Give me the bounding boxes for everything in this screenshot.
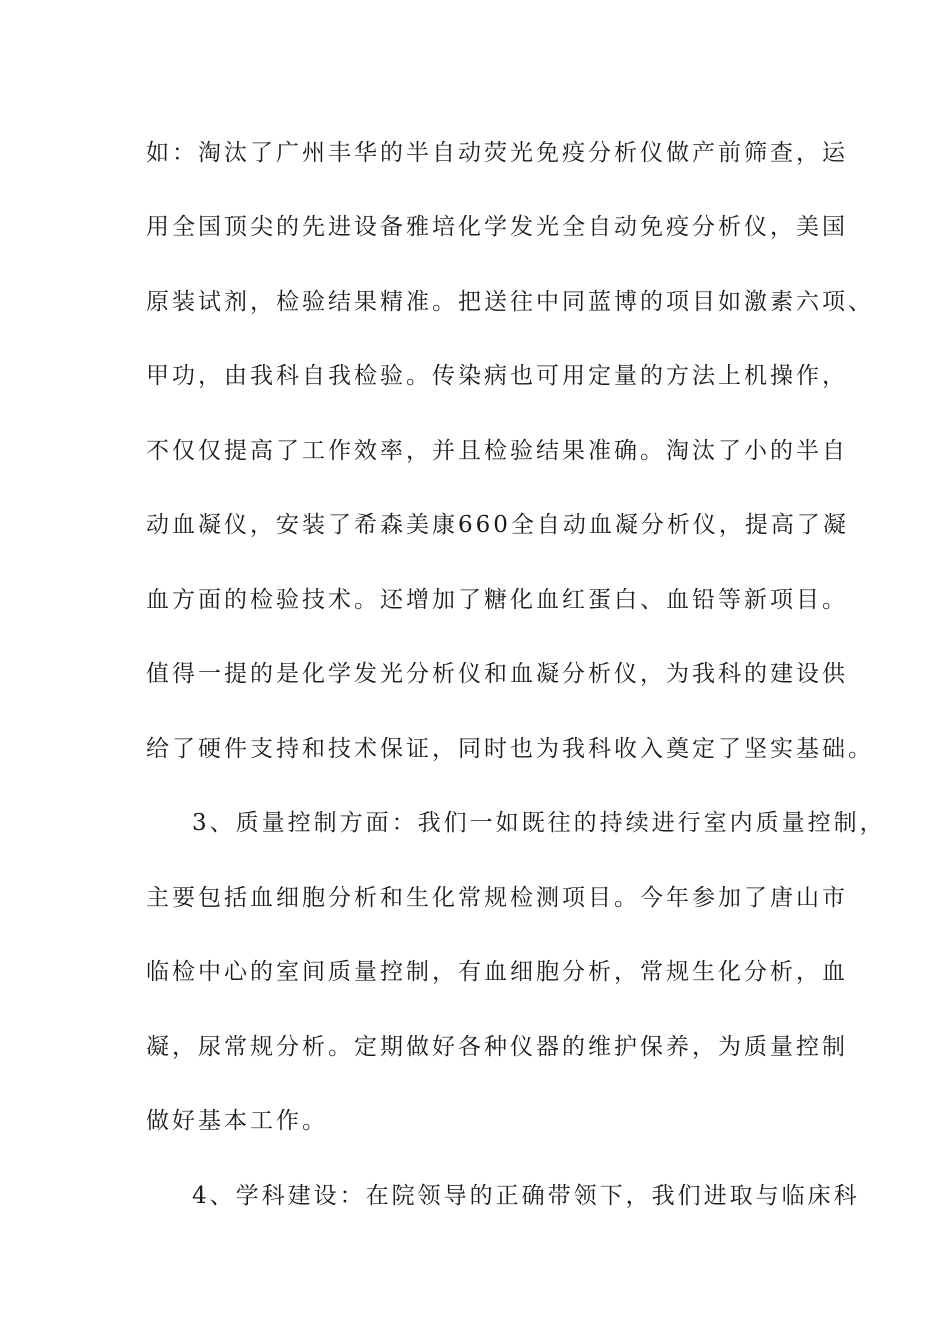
body-text-line: 动血凝仪，安装了希森美康660全自动血凝分析仪，提高了凝: [146, 512, 849, 538]
body-text-line: 血方面的检验技术。还增加了糖化血红蛋白、血铅等新项目。: [146, 587, 848, 613]
body-text-line: 临检中心的室间质量控制，有血细胞分析，常规生化分析，血: [146, 959, 848, 985]
paragraph-start-line: 4、学科建设：在院领导的正确带领下，我们进取与临床科: [192, 1183, 860, 1209]
body-text-line: 给了硬件支持和技术保证，同时也为我科收入奠定了坚实基础。: [146, 736, 874, 762]
paragraph-start-line: 3、质量控制方面：我们一如既往的持续进行室内质量控制，: [192, 810, 886, 836]
body-text-line: 做好基本工作。: [146, 1108, 328, 1134]
body-text-line: 不仅仅提高了工作效率，并且检验结果准确。淘汰了小的半自: [146, 438, 848, 464]
body-text-line: 用全国顶尖的先进设备雅培化学发光全自动免疫分析仪，美国: [146, 214, 848, 240]
body-text-line: 原装试剂，检验结果精准。把送往中同蓝博的项目如激素六项、: [146, 289, 874, 315]
body-text-line: 值得一提的是化学发光分析仪和血凝分析仪，为我科的建设供: [146, 661, 848, 687]
body-text-line: 甲功，由我科自我检验。传染病也可用定量的方法上机操作，: [146, 363, 848, 389]
body-text-line: 如：淘汰了广州丰华的半自动荧光免疫分析仪做产前筛查，运: [146, 140, 848, 166]
body-text-line: 主要包括血细胞分析和生化常规检测项目。今年参加了唐山市: [146, 885, 848, 911]
body-text-line: 凝，尿常规分析。定期做好各种仪器的维护保养，为质量控制: [146, 1034, 848, 1060]
